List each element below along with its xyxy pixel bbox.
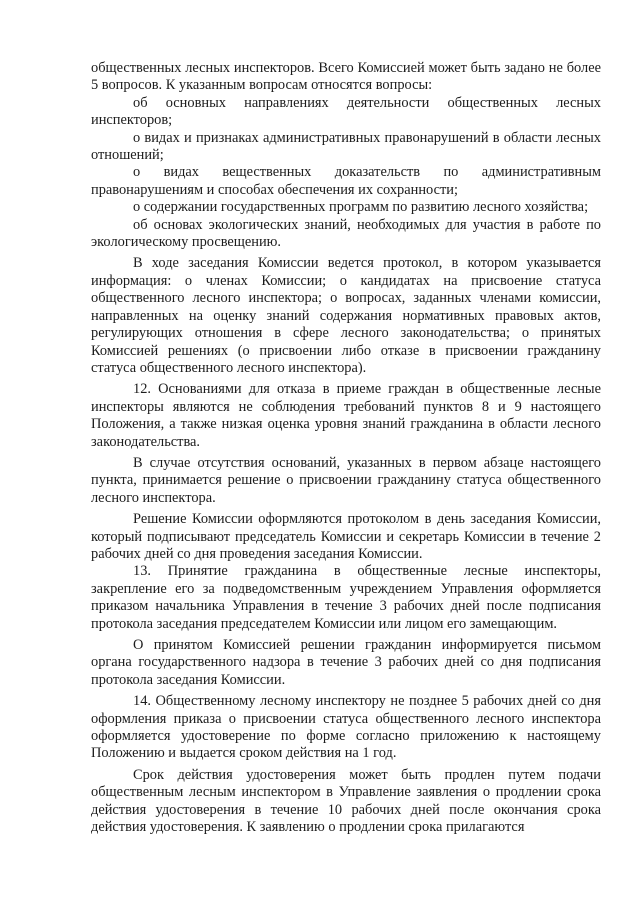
list-item-ecology: об основах экологических знаний, необходимых для участия в работе по экологическому просвещению. xyxy=(91,216,601,251)
list-item-evidence: о видах вещественных доказательств по административным правонарушениям и способах обеспечения их сохранности; xyxy=(91,164,601,198)
paragraph-item-14: 14. Общественному лесному инспектору не позднее 5 рабочих дней со дня оформления приказа о присвоении статуса общественного лесного инспектора оформляется удостоверение по форме согласно приложению к настоящему Положению и выдается сроком действия на 1 год. xyxy=(91,693,601,762)
paragraph-protocol: В ходе заседания Комиссии ведется протокол, в котором указывается информация: о членах Комиссии; о кандидатах на присвоение статуса общественного лесного инспектора; о вопросах, заданных членами комиссии, направленных на оценку знаний содержания нормативных правовых актов, регулирующих отношения в сфере лесного законодательства; о принятых Комиссией решениях (о присвоении либо отказе в присвоении гражданину статуса общественного лесного инспектора). xyxy=(91,255,601,376)
paragraph-no-grounds: В случае отсутствия оснований, указанных в первом абзаце настоящего пункта, принимается решение о присвоении гражданину статуса общественного лесного инспектора. xyxy=(91,454,601,506)
paragraph-item-12: 12. Основаниями для отказа в приеме граждан в общественные лесные инспекторы являются не соблюдения требований пунктов 8 и 9 настоящего Положения, а также низкая оценка уровня знаний гражданина в области лесного законодательства. xyxy=(91,381,601,450)
list-item-violations: о видах и признаках административных правонарушений в области лесных отношений; xyxy=(91,129,601,164)
list-item-directions: об основных направлениях деятельности общественных лесных инспекторов; xyxy=(91,94,601,129)
paragraph-extension: Срок действия удостоверения может быть продлен путем подачи общественным лесным инспектором в Управление заявления о продлении срока действия удостоверения в течение 10 рабочих дней после окончания срока действия удостоверения. К заявлению о продлении срока прилагаются xyxy=(91,766,601,836)
paragraph-notification: О принятом Комиссией решении гражданин информируется письмом органа государственного надзора в течение 3 рабочих дней со дня подписания протокола заседания Комиссии. xyxy=(91,637,601,688)
paragraph-item-13: 13. Принятие гражданина в общественные лесные инспекторы, закрепление его за подведомственным учреждением Управления оформляется приказом начальника Управления в течение 3 рабочих дней после подписания протокола заседания председателем Комиссии или лицом его замещающим. xyxy=(91,563,601,632)
paragraph-intro: общественных лесных инспекторов. Всего Комиссией может быть задано не более 5 вопросов. К указанным вопросам относятся вопросы: xyxy=(91,60,601,94)
paragraph-decision: Решение Комиссии оформляются протоколом в день заседания Комиссии, который подписывают председатель Комиссии и секретарь Комиссии в течение 2 рабочих дней со дня проведения заседания Комиссии. xyxy=(91,511,601,562)
list-item-programs: о содержании государственных программ по развитию лесного хозяйства; xyxy=(133,199,589,216)
document-body xyxy=(91,60,601,836)
